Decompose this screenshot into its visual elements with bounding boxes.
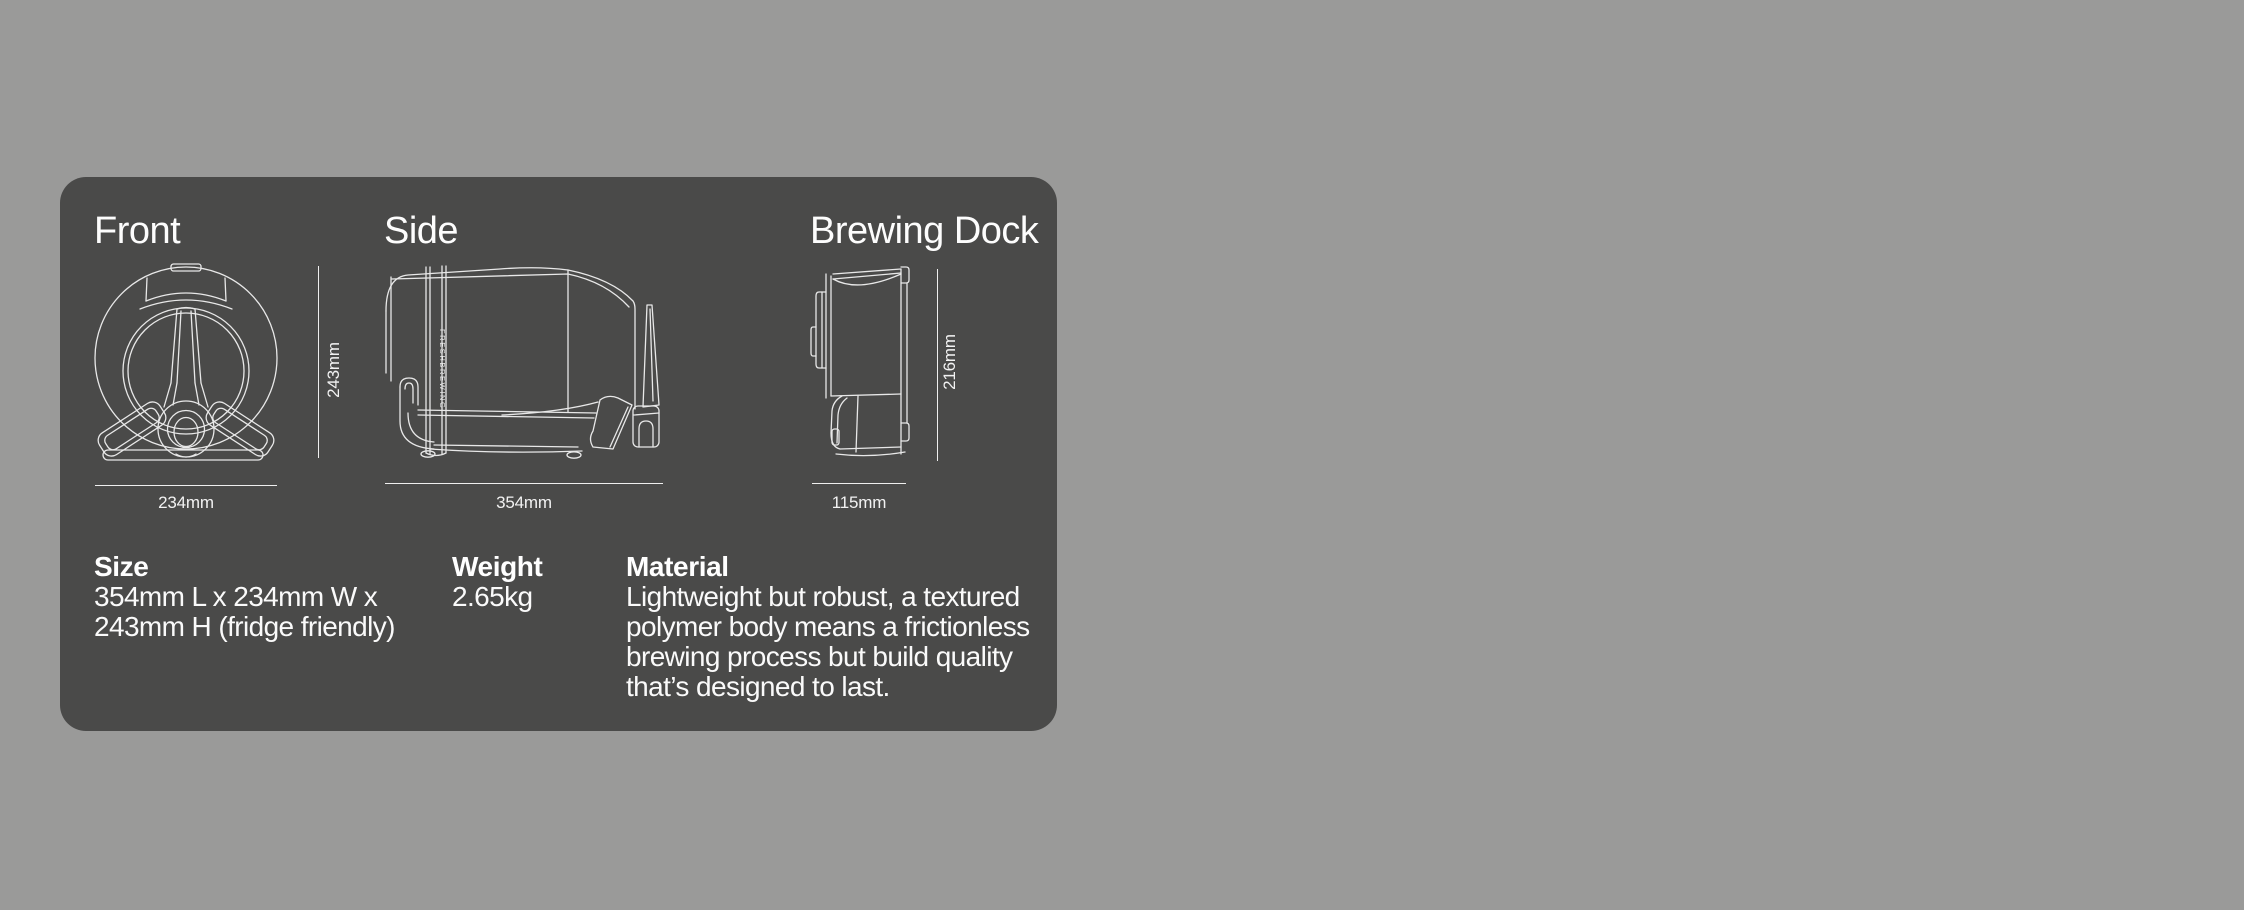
material-value-line: that’s designed to last. xyxy=(626,671,890,702)
material-value-line: Lightweight but robust, a textured xyxy=(626,581,1020,612)
spec-card xyxy=(60,177,1057,731)
front-height-dim-label: 243mm xyxy=(324,342,343,398)
brewing-dock-view-title: Brewing Dock xyxy=(810,210,1039,252)
dock-height-dim-line xyxy=(937,269,938,461)
side-width-dim-label: 354mm xyxy=(496,493,552,512)
side-width-dim-line xyxy=(385,483,663,484)
size-value-line: 243mm H (fridge friendly) xyxy=(94,611,395,642)
weight-spec xyxy=(452,552,542,612)
front-width-dim-line xyxy=(95,485,277,486)
dock-width-dim-line xyxy=(812,483,906,484)
front-view-drawing xyxy=(92,263,284,463)
front-height-dim-line xyxy=(318,266,319,458)
weight-value-line: 2.65kg xyxy=(452,581,533,612)
dock-height-dim-label: 216mm xyxy=(940,334,959,390)
size-spec xyxy=(94,552,395,642)
side-strap-text: FRESHBREWING xyxy=(438,329,447,410)
side-view-drawing xyxy=(382,263,662,459)
dock-width-dim-label: 115mm xyxy=(831,493,887,512)
side-view-title: Side xyxy=(384,210,459,252)
material-spec xyxy=(626,552,1030,702)
size-label: Size xyxy=(94,551,149,582)
weight-label: Weight xyxy=(452,551,543,582)
material-value-line: brewing process but build quality xyxy=(626,641,1013,672)
material-value-line: polymer body means a frictionless xyxy=(626,611,1030,642)
size-value-line: 354mm L x 234mm W x xyxy=(94,581,378,612)
front-width-dim-label: 234mm xyxy=(158,493,214,512)
material-label: Material xyxy=(626,551,729,582)
brewing-dock-drawing xyxy=(808,265,914,461)
front-view-title: Front xyxy=(94,210,181,252)
